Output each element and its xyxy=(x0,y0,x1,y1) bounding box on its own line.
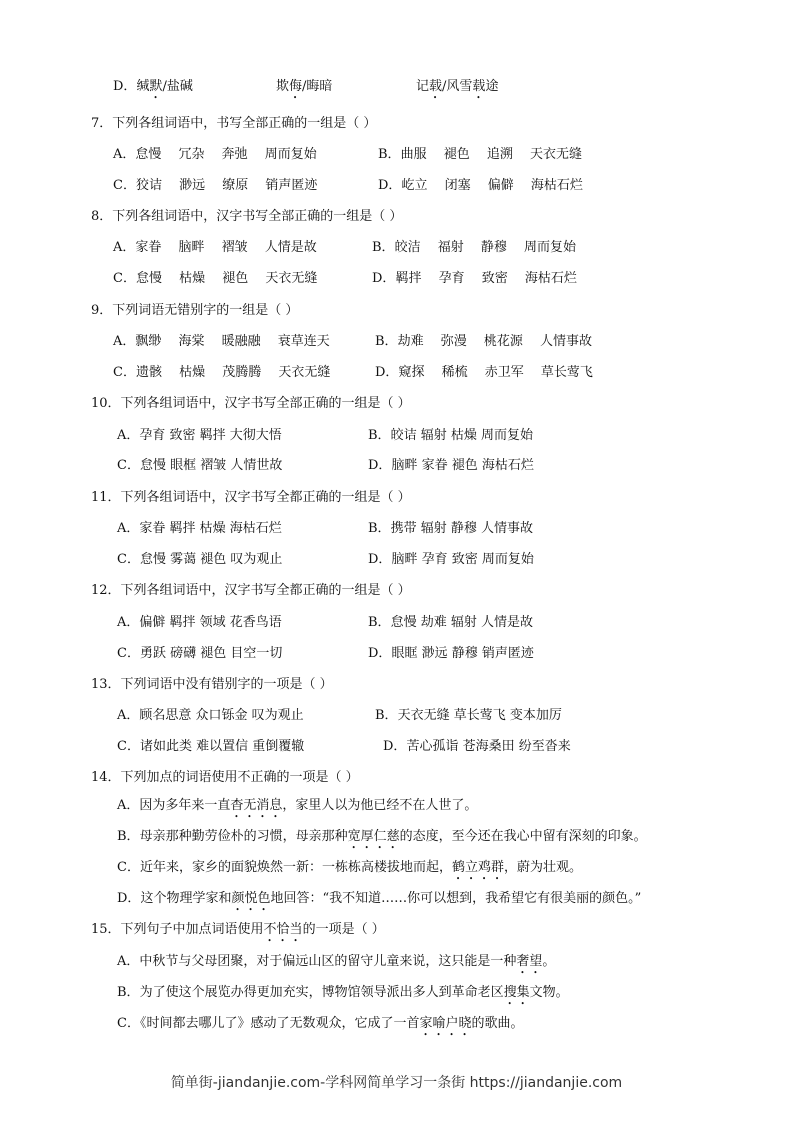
option-text: 为了使这个展览办得更加充实，博物馆领导派出多人到革命老区 xyxy=(139,985,504,1000)
dotted-phrase: 颜悦色 xyxy=(231,891,271,906)
question-stem: 7．下列各组词语中，书写全部正确的一组是（ ） xyxy=(91,116,377,131)
option-text: 家眷 脑畔 褶皱 人情是故 xyxy=(135,240,317,255)
option-text: 羁拌 孕育 致密 海枯石烂 xyxy=(395,271,577,286)
option-c xyxy=(117,738,304,756)
option-label: B． xyxy=(117,985,140,1000)
word-text: /晦暗 xyxy=(302,79,333,94)
option-c xyxy=(113,177,317,195)
dotted-phrase: 家喻户晓 xyxy=(419,1016,472,1031)
option-text: 怠慢 雾蔼 褪色 叹为观止 xyxy=(139,552,283,567)
question-stem: 8．下列各组词语中，汉字书写全部正确的一组是（ ） xyxy=(91,209,403,224)
option-a xyxy=(117,614,282,632)
question-stem: 9．下列词语无错别字的一组是（ ） xyxy=(91,303,299,318)
option-text: 狡诘 渺远 缭原 销声匿迹 xyxy=(135,178,318,193)
option-label: A． xyxy=(117,615,140,630)
option-text: 皎洁 福射 静穆 周而复始 xyxy=(394,240,576,255)
option-c xyxy=(117,551,282,569)
option-c xyxy=(117,645,282,663)
option-label: D． xyxy=(368,646,392,661)
word-text: 途 xyxy=(485,79,499,94)
option-label: B． xyxy=(375,708,398,723)
option-label: C． xyxy=(117,458,140,473)
option-d xyxy=(368,645,534,663)
stem-text: 的一项是（ ） xyxy=(302,922,385,937)
option-text: 这个物理学家和 xyxy=(140,891,232,906)
question-stem: 14．下列加点的词语使用不正确的一项是（ ） xyxy=(91,770,359,785)
option-a xyxy=(113,239,317,257)
dotted-phrase: 不恰当 xyxy=(263,922,303,937)
option-text: 偏僻 羁拌 领域 花香鸟语 xyxy=(139,615,282,630)
option-a xyxy=(117,427,282,445)
option-label: C． xyxy=(113,271,136,286)
option-label: B． xyxy=(372,240,395,255)
option-label: B． xyxy=(368,615,391,630)
option-text: 曲服 褪色 追溯 天衣无缝 xyxy=(400,147,582,162)
option-label: C． xyxy=(117,552,140,567)
option-b xyxy=(375,707,562,725)
question-stem: 13．下列词语中没有错别字的一项是（ ） xyxy=(91,677,333,692)
question-stem xyxy=(91,921,385,945)
option-text: 因为多年来一直 xyxy=(139,798,231,813)
option-label: B． xyxy=(368,521,391,536)
option-label: D． xyxy=(378,178,402,193)
option-c xyxy=(117,457,282,475)
option-label: B． xyxy=(378,147,401,162)
option-text: 怠慢 冗杂 奔弛 周而复始 xyxy=(135,147,317,162)
option-b xyxy=(117,984,569,1008)
dotted-phrase: 搜集 xyxy=(503,985,530,1000)
option-text: 诸如此类 难以置信 重倒覆辙 xyxy=(139,739,305,754)
option-text: 怠慢 劫难 辐射 人情是故 xyxy=(390,615,533,630)
option-text: 劫难 弥漫 桃花源 人情事故 xyxy=(397,334,592,349)
option-label: D． xyxy=(368,552,392,567)
option-label: D． xyxy=(375,365,399,380)
option-a xyxy=(117,707,304,725)
option-label: C． xyxy=(117,1016,140,1031)
dotted-char: 载 xyxy=(472,79,486,94)
dotted-phrase: 奢望 xyxy=(516,954,543,969)
stem-text: 15．下列句子中加点词语使用 xyxy=(91,922,264,937)
option-d xyxy=(383,738,571,756)
word-text: 记 xyxy=(416,79,430,94)
option-d xyxy=(368,457,534,475)
option-text: 中秋节与父母团聚，对于偏远山区的留守儿童来说，这只能是一种 xyxy=(139,954,517,969)
option-text: 家眷 羁拌 枯燥 海枯石烂 xyxy=(139,521,282,536)
option-text: 地回答：“我不知道……你可以想到，我希望它有很美丽的颜色。” xyxy=(270,891,642,906)
question-stem: 11．下列各组词语中，汉字书写全都正确的一组是（ ） xyxy=(91,490,411,505)
option-text: 皎诘 辐射 枯燥 周而复始 xyxy=(390,428,533,443)
option-b xyxy=(368,614,533,632)
option-text: 《时间都去哪儿了》感动了无数观众，它成了一首 xyxy=(139,1016,420,1031)
option-d xyxy=(368,551,534,569)
option-a xyxy=(113,146,317,164)
option-text: 。 xyxy=(542,954,556,969)
option-b xyxy=(372,239,576,257)
option-d xyxy=(117,890,641,914)
option-text: 母亲那种勤劳俭朴的习惯，母亲那种 xyxy=(139,829,348,844)
option-text: ，家里人以为他已经不在人世了。 xyxy=(282,798,478,813)
option-text: 天衣无缝 草长莺飞 变本加厉 xyxy=(397,708,562,723)
option-label: A． xyxy=(113,147,136,162)
option-text: 屹立 闭塞 偏僻 海枯石烂 xyxy=(401,178,583,193)
option-b xyxy=(368,520,533,538)
option-label: A． xyxy=(117,954,140,969)
option-text: 勇跃 磅礴 褪色 目空一切 xyxy=(139,646,283,661)
page-footer: 简单街-jiandanjie.com-学科网简单学习一条街 https://jiandanjie.com xyxy=(170,1075,623,1091)
option-text: 孕育 致密 羁拌 大彻大悟 xyxy=(139,428,282,443)
option-label: B． xyxy=(375,334,398,349)
option-c xyxy=(117,859,582,883)
dotted-phrase: 宽厚仁慈 xyxy=(347,829,400,844)
option-a xyxy=(117,520,282,538)
word-text: /盐碱 xyxy=(162,79,193,94)
option-a xyxy=(113,333,330,351)
word-text: 欺 xyxy=(276,79,290,94)
option-label: A． xyxy=(113,240,136,255)
option-text: 文物。 xyxy=(529,985,569,1000)
option-b xyxy=(375,333,592,351)
option-a xyxy=(117,797,477,821)
option-label: A． xyxy=(117,521,140,536)
option-label: D． xyxy=(113,79,137,94)
word-text: /风雪 xyxy=(442,79,473,94)
option-label: D． xyxy=(383,739,407,754)
option-c xyxy=(117,1015,524,1039)
option-text: 怠慢 眼框 褶皱 人情世故 xyxy=(139,458,283,473)
dotted-char: 侮 xyxy=(289,79,303,94)
option-text: 近年来，家乡的面貌焕然一新：一栋栋高楼拔地而起， xyxy=(139,860,452,875)
option-text: 顾名思意 众口铄金 叹为观止 xyxy=(139,708,304,723)
option-b xyxy=(378,146,582,164)
option-text: 脑畔 孕育 致密 周而复始 xyxy=(391,552,534,567)
option-label: A． xyxy=(117,798,140,813)
dotted-phrase: 鹤立鸡群 xyxy=(451,860,504,875)
option-c xyxy=(113,270,317,288)
option-label: C． xyxy=(117,739,140,754)
option-label: C． xyxy=(117,860,140,875)
dotted-phrase: 杳无消息 xyxy=(230,798,283,813)
option-d xyxy=(375,364,593,382)
option-text: 的态度，至今还在我心中留有深刻的印象。 xyxy=(399,829,647,844)
option-text: 脑畔 家眷 褪色 海枯石烂 xyxy=(391,458,534,473)
option-label: D． xyxy=(117,891,141,906)
option-label: B． xyxy=(368,428,391,443)
option-label: A． xyxy=(113,334,136,349)
option-text: 飘缈 海棠 暖融融 衰草连天 xyxy=(135,334,330,349)
option-text: 的歌曲。 xyxy=(471,1016,524,1031)
option-text: ，蔚为壮观。 xyxy=(503,860,582,875)
option-label: C． xyxy=(113,178,136,193)
option-c xyxy=(113,364,330,382)
question-stem: 10．下列各组词语中，汉字书写全部正确的一组是（ ） xyxy=(91,396,411,411)
option-text: 窥探 稀梳 赤卫军 草长莺飞 xyxy=(398,365,593,380)
option-label: B． xyxy=(117,829,140,844)
dotted-char: 载 xyxy=(429,79,443,94)
q6-option-d xyxy=(113,78,193,102)
question-stem: 12．下列各组词语中，汉字书写全都正确的一组是（ ） xyxy=(91,583,411,598)
option-text: 怠慢 枯燥 褪色 天衣无缝 xyxy=(135,271,318,286)
option-label: D． xyxy=(372,271,396,286)
q6-option-d-item2 xyxy=(276,78,332,102)
option-label: A． xyxy=(117,708,140,723)
option-text: 遗骸 枯燥 茂腾腾 天衣无缝 xyxy=(135,365,331,380)
dotted-char: 默 xyxy=(149,79,163,94)
option-d xyxy=(378,177,583,195)
option-text: 苦心孤诣 苍海桑田 纷至沓来 xyxy=(406,739,571,754)
option-text: 携带 辐射 静穆 人情事故 xyxy=(390,521,533,536)
option-label: C． xyxy=(117,646,140,661)
option-label: C． xyxy=(113,365,136,380)
word-text: 缄 xyxy=(136,79,150,94)
q6-option-d-item3 xyxy=(416,78,498,102)
option-b xyxy=(117,828,647,852)
option-label: D． xyxy=(368,458,392,473)
option-label: A． xyxy=(117,428,140,443)
option-text: 眼眶 渺远 静穆 销声匿迹 xyxy=(391,646,534,661)
option-b xyxy=(368,427,533,445)
option-a xyxy=(117,953,555,977)
option-d xyxy=(372,270,577,288)
